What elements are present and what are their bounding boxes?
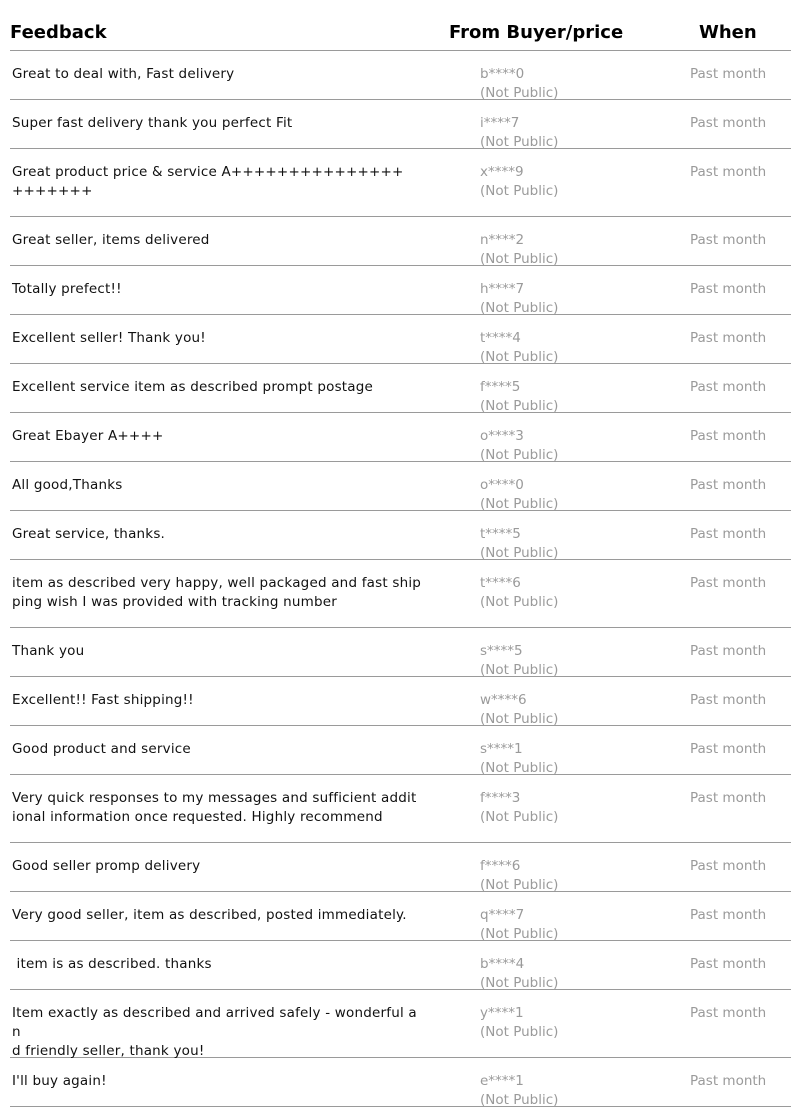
- feedback-text: Thank you: [12, 643, 85, 659]
- visibility-note: (Not Public): [480, 85, 559, 101]
- feedback-text: Good product and service: [12, 741, 191, 757]
- table-row: [10, 1058, 791, 1107]
- buyer-cell: [480, 574, 558, 612]
- table-row: [10, 677, 791, 726]
- visibility-note: (Not Public): [480, 447, 559, 463]
- buyer-id: t****4: [480, 330, 521, 346]
- feedback-text: Very quick responses to my messages and sufficient addit ional information once requested. Highly recommend: [12, 790, 417, 825]
- feedback-text: Item exactly as described and arrived safely - wonderful an d friendly seller, thank you!: [12, 1005, 417, 1059]
- feedback-text: Excellent service item as described prompt postage: [12, 379, 374, 395]
- table-row: [10, 726, 791, 775]
- when-text: Past month: [690, 115, 767, 131]
- feedback-text: item as described very happy, well packaged and fast ship ping wish I was provided with tracking number: [12, 575, 422, 610]
- buyer-cell: [480, 955, 558, 993]
- table-row: [10, 315, 791, 364]
- table-row: [10, 892, 791, 941]
- when-text: Past month: [690, 1005, 767, 1021]
- visibility-note: (Not Public): [480, 877, 559, 893]
- buyer-cell: [480, 231, 558, 269]
- when-text: Past month: [690, 379, 767, 395]
- when-text: Past month: [690, 281, 767, 297]
- when-text: Past month: [690, 330, 767, 346]
- when-text: Past month: [690, 692, 767, 708]
- table-row: [10, 941, 791, 990]
- buyer-id: o****3: [480, 428, 524, 444]
- feedback-text: item is as described. thanks: [12, 956, 212, 972]
- table-row: [10, 560, 791, 628]
- buyer-id: t****6: [480, 575, 521, 591]
- buyer-cell: [480, 906, 558, 944]
- visibility-note: (Not Public): [480, 711, 559, 727]
- feedback-text: All good,Thanks: [12, 477, 123, 493]
- table-row: [10, 413, 791, 462]
- visibility-note: (Not Public): [480, 183, 559, 199]
- visibility-note: (Not Public): [480, 545, 559, 561]
- table-row: [10, 628, 791, 677]
- feedback-list: [10, 51, 791, 1107]
- buyer-id: s****1: [480, 741, 523, 757]
- buyer-id: t****5: [480, 526, 521, 542]
- visibility-note: (Not Public): [480, 662, 559, 678]
- buyer-id: s****5: [480, 643, 523, 659]
- buyer-id: f****3: [480, 790, 521, 806]
- buyer-id: i****7: [480, 115, 520, 131]
- visibility-note: (Not Public): [480, 300, 559, 316]
- visibility-note: (Not Public): [480, 760, 559, 776]
- table-row: [10, 266, 791, 315]
- table-row: [10, 843, 791, 892]
- buyer-id: q****7: [480, 907, 525, 923]
- buyer-id: o****0: [480, 477, 524, 493]
- when-text: Past month: [690, 907, 767, 923]
- when-text: Past month: [690, 66, 767, 82]
- when-text: Past month: [690, 477, 767, 493]
- visibility-note: (Not Public): [480, 926, 559, 942]
- buyer-id: x****9: [480, 164, 524, 180]
- buyer-id: h****7: [480, 281, 525, 297]
- buyer-cell: [480, 525, 558, 563]
- visibility-note: (Not Public): [480, 809, 559, 825]
- feedback-text: Great to deal with, Fast delivery: [12, 66, 235, 82]
- table-row: [10, 775, 791, 843]
- buyer-cell: [480, 114, 558, 152]
- table-row: [10, 51, 791, 100]
- buyer-cell: [480, 789, 558, 827]
- buyer-cell: [480, 857, 558, 895]
- visibility-note: (Not Public): [480, 134, 559, 150]
- feedback-text: Very good seller, item as described, posted immediately.: [12, 907, 407, 923]
- table-row: [10, 100, 791, 149]
- buyer-id: b****0: [480, 66, 525, 82]
- when-text: Past month: [690, 428, 767, 444]
- table-row: [10, 364, 791, 413]
- buyer-cell: [480, 1004, 558, 1042]
- table-header: [10, 0, 791, 51]
- buyer-id: n****2: [480, 232, 525, 248]
- feedback-text: Excellent seller! Thank you!: [12, 330, 206, 346]
- buyer-id: w****6: [480, 692, 527, 708]
- when-text: Past month: [690, 232, 767, 248]
- table-row: [10, 990, 791, 1058]
- table-row: [10, 511, 791, 560]
- feedback-text: Good seller promp delivery: [12, 858, 201, 874]
- visibility-note: (Not Public): [480, 349, 559, 365]
- when-text: Past month: [690, 526, 767, 542]
- table-row: [10, 462, 791, 511]
- table-row: [10, 149, 791, 217]
- when-text: Past month: [690, 575, 767, 591]
- buyer-id: f****6: [480, 858, 521, 874]
- when-text: Past month: [690, 643, 767, 659]
- feedback-text: Great seller, items delivered: [12, 232, 210, 248]
- visibility-note: (Not Public): [480, 251, 559, 267]
- visibility-note: (Not Public): [480, 1024, 559, 1040]
- buyer-cell: [480, 329, 558, 367]
- buyer-cell: [480, 476, 558, 514]
- feedback-text: Great Ebayer A++++: [12, 428, 164, 444]
- buyer-column-header: From Buyer/price: [449, 22, 624, 43]
- when-text: Past month: [690, 741, 767, 757]
- when-text: Past month: [690, 790, 767, 806]
- feedback-text: Super fast delivery thank you perfect Fit: [12, 115, 293, 131]
- visibility-note: (Not Public): [480, 496, 559, 512]
- when-text: Past month: [690, 858, 767, 874]
- buyer-id: b****4: [480, 956, 525, 972]
- table-row: [10, 217, 791, 266]
- buyer-cell: [480, 691, 558, 729]
- buyer-cell: [480, 163, 558, 201]
- visibility-note: (Not Public): [480, 1092, 559, 1108]
- feedback-column-header: Feedback: [10, 22, 107, 43]
- buyer-cell: [480, 378, 558, 416]
- buyer-id: f****5: [480, 379, 521, 395]
- visibility-note: (Not Public): [480, 594, 559, 610]
- feedback-text: Great product price & service A+++++++++++++++ +++++++: [12, 164, 404, 199]
- buyer-cell: [480, 740, 558, 778]
- feedback-text: Excellent!! Fast shipping!!: [12, 692, 194, 708]
- feedback-text: Great service, thanks.: [12, 526, 166, 542]
- visibility-note: (Not Public): [480, 975, 559, 991]
- feedback-text: Totally prefect!!: [12, 281, 122, 297]
- visibility-note: (Not Public): [480, 398, 559, 414]
- buyer-cell: [480, 280, 558, 318]
- buyer-id: e****1: [480, 1073, 524, 1089]
- when-text: Past month: [690, 956, 767, 972]
- buyer-cell: [480, 65, 558, 103]
- buyer-id: y****1: [480, 1005, 524, 1021]
- buyer-cell: [480, 427, 558, 465]
- feedback-text: I'll buy again!: [12, 1073, 107, 1089]
- when-text: Past month: [690, 1073, 767, 1089]
- buyer-cell: [480, 1072, 558, 1110]
- when-text: Past month: [690, 164, 767, 180]
- when-column-header: When: [699, 22, 757, 43]
- buyer-cell: [480, 642, 558, 680]
